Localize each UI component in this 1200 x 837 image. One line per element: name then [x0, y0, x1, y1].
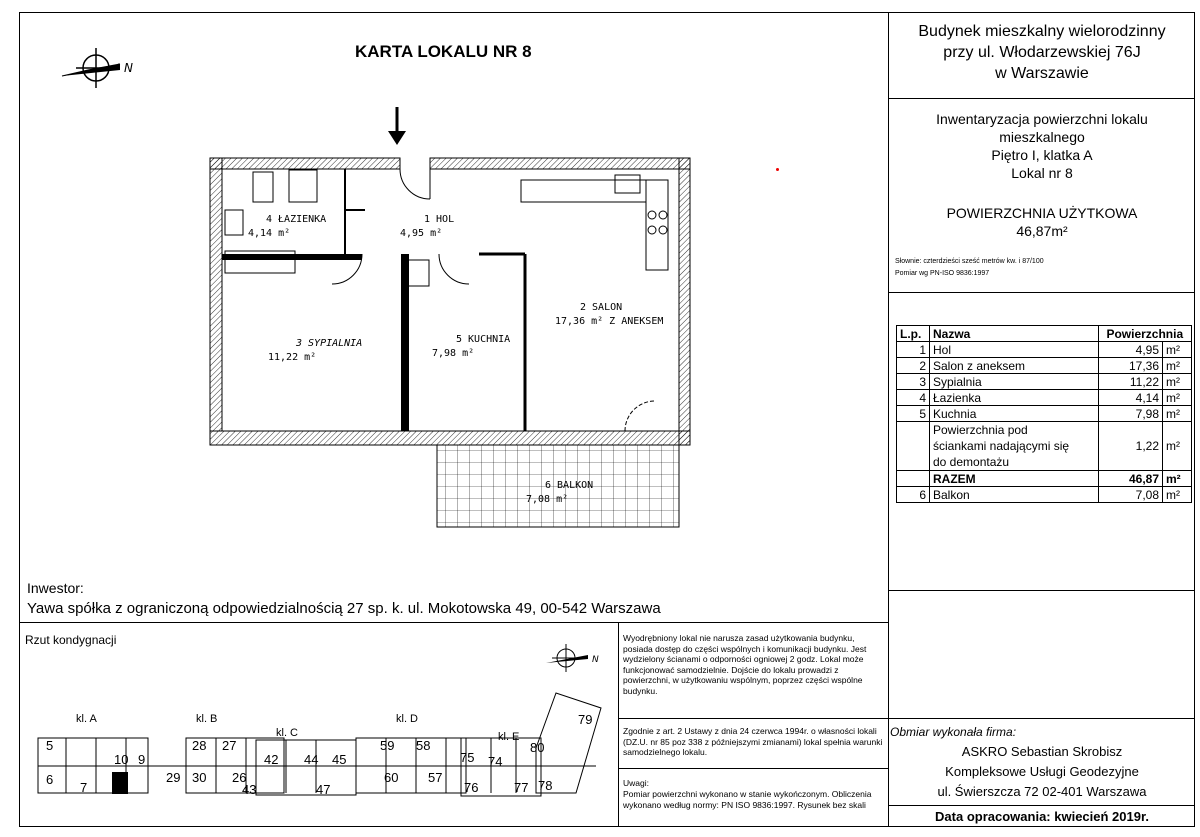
building-line2: przy ul. Włodarzewskiej 76J — [943, 44, 1141, 61]
svg-text:7: 7 — [80, 780, 88, 795]
note-remarks: Pomiar powierzchni wykonano w stanie wykończonym. Obliczenia wykonano według normy: PN ISO 9836:1997. Rysunek bez skali — [623, 789, 872, 810]
note-independence: Wyodrębniony lokal nie narusza zasad użytkowania budynku, posiada dostęp do części wspólnych i komunikacji budynku. Jest wydzielony ścianami o odporności ogniowej 2 godz. Lokal może funkcjonować samodzielnie. Dojście do lokalu prowadzi z powierzchni, w użytkowaniu wspólnym, poprzez części wspólne budynku. — [623, 633, 867, 696]
room-area-hol: 4,95 m² — [400, 228, 443, 239]
building-line1: Budynek mieszkalny wielorodzinny — [918, 23, 1166, 40]
divider — [888, 805, 1195, 806]
room-label-salon: 2 SALON — [580, 302, 623, 313]
svg-text:N: N — [592, 655, 599, 665]
note-remarks-title: Uwagi: — [623, 778, 649, 788]
svg-text:57: 57 — [428, 770, 443, 785]
inv-line2: mieszkalnego — [999, 129, 1085, 145]
divider — [888, 718, 1195, 719]
stair-label: kl. D — [396, 713, 418, 725]
svg-text:28: 28 — [192, 738, 207, 753]
inv-line3: Piętro I, klatka A — [991, 147, 1093, 163]
usable-value: 46,87m² — [1016, 223, 1068, 239]
notes-divider — [618, 622, 619, 827]
svg-text:30: 30 — [192, 770, 207, 785]
svg-text:6: 6 — [46, 772, 54, 787]
svg-text:79: 79 — [578, 712, 593, 727]
divider — [888, 590, 1195, 591]
firm-line3: ul. Świerszcza 72 02-401 Warszawa — [937, 784, 1147, 799]
entrance-arrow-icon — [385, 105, 409, 147]
divider — [618, 768, 888, 769]
svg-text:75: 75 — [460, 750, 475, 765]
room-label-sypialnia: 3 SYPIALNIA — [296, 338, 363, 349]
investor-name: Yawa spółka z ograniczoną odpowiedzialnością 27 sp. k. ul. Mokotowska 49, 00-542 Warszawa — [27, 600, 661, 617]
svg-text:74: 74 — [488, 754, 503, 769]
svg-text:26: 26 — [232, 770, 247, 785]
area-table — [896, 325, 1192, 503]
inv-line4: Lokal nr 8 — [1011, 165, 1073, 181]
table-row: 5 Kuchnia 7,98 m² — [897, 406, 1192, 422]
column-header: Nazwa — [930, 326, 1099, 342]
table-header-row — [897, 326, 1192, 342]
measure-note: Pomiar wg PN-ISO 9836:1997 — [895, 270, 990, 277]
table-row: 2 Salon z aneksem 17,36 m² — [897, 358, 1192, 374]
room-area-balkon: 7,08 m² — [526, 494, 569, 505]
compass-small-icon — [540, 640, 610, 676]
svg-text:58: 58 — [416, 738, 431, 753]
compass-icon — [58, 42, 148, 97]
column-header: Powierzchnia — [1098, 326, 1191, 342]
room-area-lazienka: 4,14 m² — [248, 228, 291, 239]
stair-label: kl. E — [498, 731, 520, 743]
svg-text:76: 76 — [464, 780, 479, 795]
room-area-salon: 17,36 m² Z ANEKSEM — [555, 316, 664, 327]
table-row: 6 Balkon 7,08 m² — [897, 487, 1192, 503]
firm-line2: Kompleksowe Usługi Geodezyjne — [945, 764, 1139, 779]
page-title: KARTA LOKALU NR 8 — [355, 42, 532, 61]
marker-dot — [776, 168, 779, 171]
svg-text:10: 10 — [114, 752, 129, 767]
note-law: Zgodnie z art. 2 Ustawy z dnia 24 czerwca 1994r. o własności lokali (DZ.U. nr 85 poz 338 z późniejszymi zmianami) lokal spełnia warunki samodzielnego lokalu. — [623, 726, 883, 757]
room-label-balkon: 6 BALKON — [545, 480, 594, 491]
divider — [888, 98, 1195, 99]
svg-text:43: 43 — [242, 782, 257, 797]
column-header: L.p. — [897, 326, 930, 342]
apartment-plan — [205, 150, 695, 535]
firm-line1: ASKRO Sebastian Skrobisz — [961, 744, 1123, 759]
floor-plan-label: Rzut kondygnacji — [25, 633, 117, 647]
room-label-lazienka: 4 ŁAZIENKA — [266, 214, 327, 225]
svg-text:27: 27 — [222, 738, 237, 753]
investor-label: Inwestor: — [27, 580, 84, 596]
room-label-hol: 1 HOL — [424, 214, 455, 225]
stair-label: kl. C — [276, 727, 298, 739]
room-area-kuchnia: 7,98 m² — [432, 348, 475, 359]
table-row-walls: Powierzchnia pod ściankami nadającymi się do demontażu 1,22 m² — [897, 422, 1192, 471]
svg-text:29: 29 — [166, 770, 181, 785]
svg-text:45: 45 — [332, 752, 347, 767]
svg-text:9: 9 — [138, 752, 146, 767]
compass-letter: N — [124, 61, 133, 75]
svg-text:59: 59 — [380, 738, 395, 753]
stair-label: kl. A — [76, 713, 97, 725]
usable-label: POWIERZCHNIA UŻYTKOWA — [946, 205, 1138, 221]
room-label-kuchnia: 5 KUCHNIA — [456, 334, 511, 345]
svg-text:42: 42 — [264, 752, 279, 767]
svg-text:80: 80 — [530, 740, 545, 755]
divider — [19, 622, 888, 623]
table-row: 1 Hol 4,95 m² — [897, 342, 1192, 358]
building-floor-plan — [36, 688, 611, 806]
table-row: 3 Sypialnia 11,22 m² — [897, 374, 1192, 390]
stair-label: kl. B — [196, 713, 218, 725]
table-row-total: RAZEM 46,87 m² — [897, 471, 1192, 487]
table-row: 4 Łazienka 4,14 m² — [897, 390, 1192, 406]
building-line3: w Warszawie — [995, 65, 1089, 82]
divider — [888, 292, 1195, 293]
divider — [618, 718, 888, 719]
svg-text:47: 47 — [316, 782, 331, 797]
inv-line1: Inwentaryzacja powierzchni lokalu — [936, 111, 1148, 127]
svg-text:5: 5 — [46, 738, 54, 753]
svg-text:44: 44 — [304, 752, 319, 767]
room-area-sypialnia: 11,22 m² — [268, 352, 317, 363]
svg-text:77: 77 — [514, 780, 529, 795]
svg-text:60: 60 — [384, 770, 399, 785]
words-note: Słownie: czterdzieści sześć metrów kw. i 87/100 — [895, 258, 1044, 265]
date: Data opracowania: kwiecień 2019r. — [935, 809, 1149, 824]
firm-label: Obmiar wykonała firma: — [890, 725, 1017, 739]
svg-text:78: 78 — [538, 778, 553, 793]
